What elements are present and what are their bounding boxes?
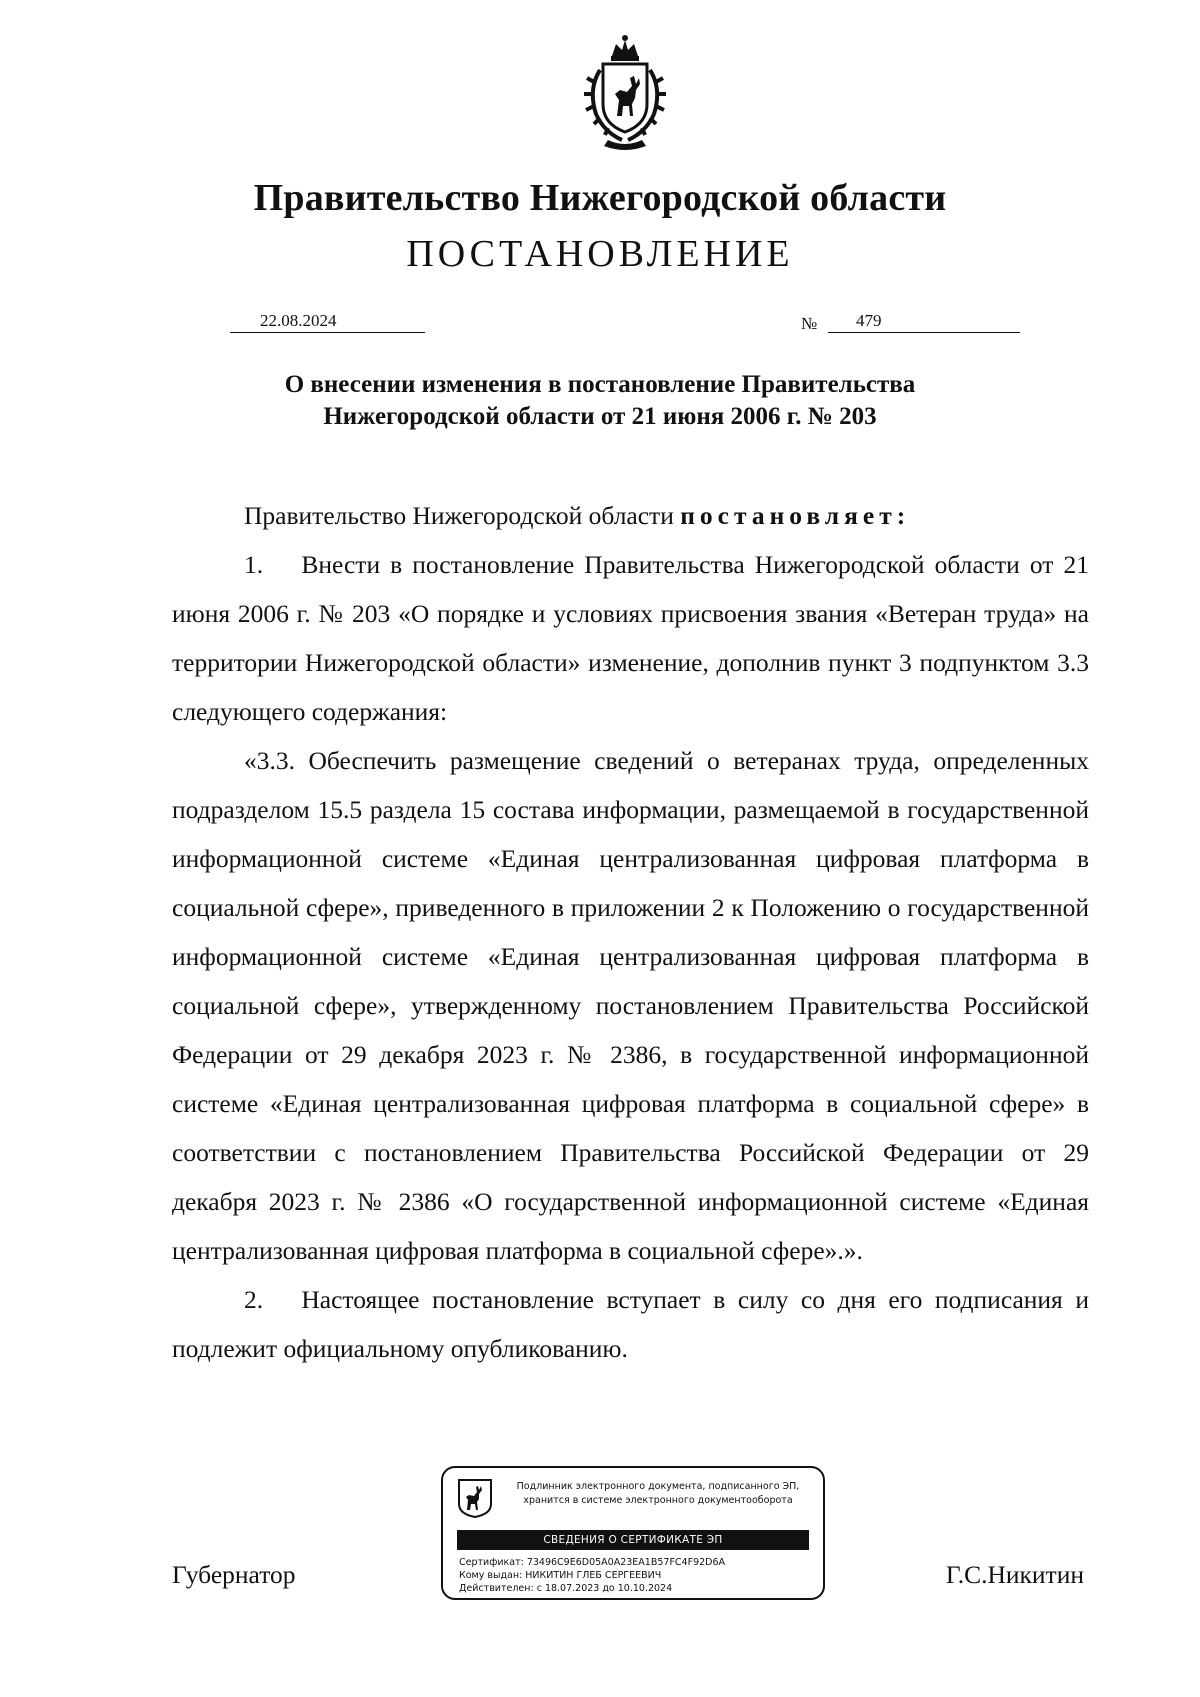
- certificate-details: [459, 1556, 725, 1595]
- signatory-name: Г.С.Никитин: [945, 1560, 1084, 1589]
- document-subject: [0, 369, 1200, 433]
- preamble-text: Правительство Нижегородской области: [244, 501, 681, 530]
- certificate-validity: Действителен: с 18.07.2023 до 10.10.2024: [459, 1583, 673, 1594]
- number-sign: №: [801, 314, 818, 333]
- subject-line: Нижегородской области от 21 июня 2006 г. № 203: [323, 403, 877, 430]
- signatory-position: Губернатор: [172, 1560, 296, 1589]
- certificate-serial: Сертификат: 73496C9E6D05A0A23EA1B57FC4F92D6A: [459, 1557, 726, 1568]
- document-number: 479: [828, 310, 1020, 333]
- paragraph-item-1: 1. Внести в постановление Правительства Нижегородской области от 21 июня 2006 г. № 203 «О порядке и условиях присвоения звания «Ветеран труда» на территории Нижегородской области» изменение, дополнив пункт 3 подпунктом 3.3 следующего содержания:: [172, 550, 1089, 726]
- document-body: [172, 491, 1089, 1373]
- organization-title: Правительство Нижегородской области: [253, 177, 947, 219]
- paragraph-item-2: 2. Настоящее постановление вступает в силу со дня его подписания и подлежит официальному опубликованию.: [172, 1285, 1089, 1363]
- certificate-owner: Кому выдан: НИКИТИН ГЛЕБ СЕРГЕЕВИЧ: [459, 1570, 662, 1581]
- stamp-note-line: хранится в системе электронного документооборота: [523, 1495, 793, 1506]
- stamp-note: [499, 1480, 817, 1508]
- document-type-title: ПОСТАНОВЛЕНИЕ: [406, 233, 794, 275]
- stamp-note-line: Подлинник электронного документа, подписанного ЭП,: [516, 1481, 800, 1492]
- subject-line: О внесении изменения в постановление Правительства: [284, 371, 916, 398]
- paragraph-item-1-quote: «3.3. Обеспечить размещение сведений о ветеранах труда, определенных подразделом 15.5 раздела 15 состава информации, размещаемой в государственной информационной системе «Единая централизованная цифровая платформа в социальной сфере», приведенного в приложении 2 к Положению о государственной информационной системе «Единая централизованная цифровая платформа в социальной сфере», утвержденному постановлением Правительства Российской Федерации от 29 декабря 2023 г. № 2386, в государственной информационной системе «Единая централизованная цифровая платформа в социальной сфере» в соответствии с постановлением Правительства Российской Федерации от 29 декабря 2023 г. № 2386 «О государственной информационной системе «Единая централизованная цифровая платформа в социальной сфере».».: [172, 746, 1089, 1265]
- deer-emblem-icon: [457, 1478, 493, 1518]
- document-date: 22.08.2024: [230, 310, 425, 333]
- certificate-header: СВЕДЕНИЯ О СЕРТИФИКАТЕ ЭП: [457, 1530, 809, 1550]
- coat-of-arms-icon: [570, 34, 680, 150]
- decree-word: постановляет:: [680, 501, 911, 530]
- preamble: [172, 491, 1089, 540]
- electronic-signature-stamp: [441, 1466, 825, 1600]
